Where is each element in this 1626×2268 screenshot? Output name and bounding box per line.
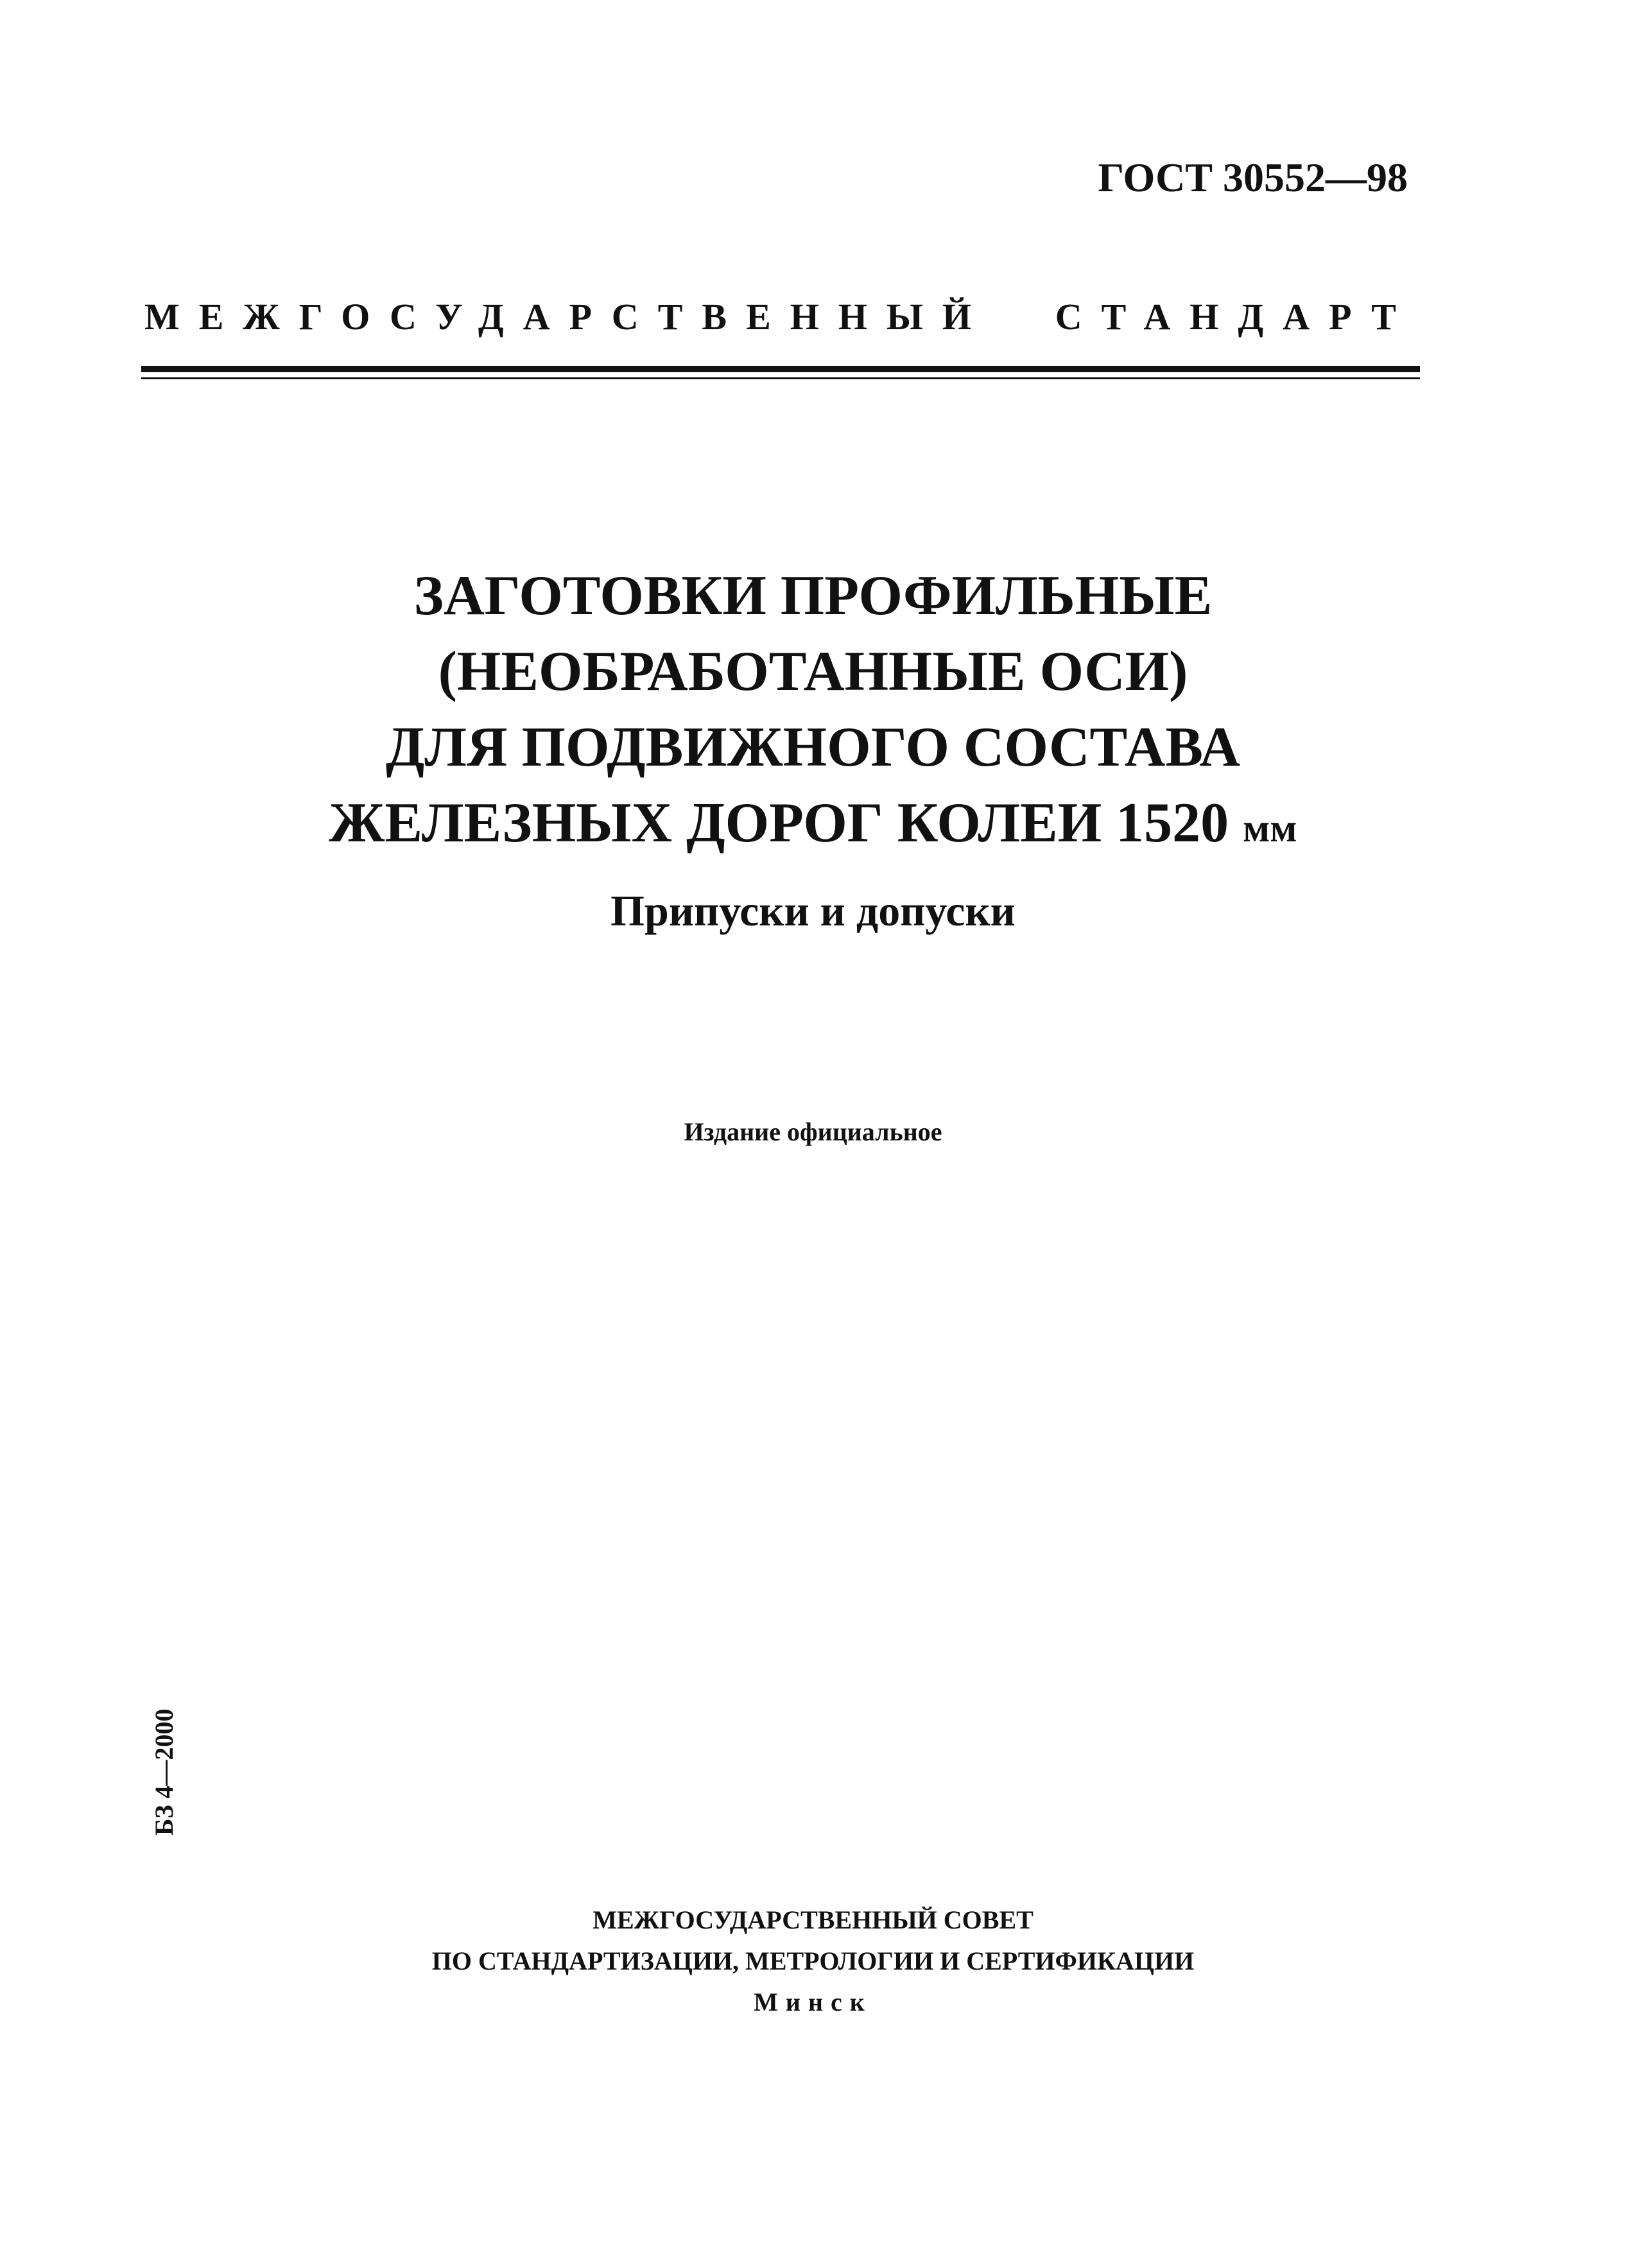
publisher-block (0, 1900, 1626, 2023)
title-line-4-unit: мм (1243, 807, 1297, 850)
standard-type-word-2: СТАНДАРТ (1055, 296, 1415, 338)
side-code: БЗ 4—2000 (150, 1708, 178, 1835)
header-rule-thick (141, 366, 1420, 372)
publisher-line-1: МЕЖГОСУДАРСТВЕННЫЙ СОВЕТ (592, 1905, 1034, 1934)
standard-type-word-1: МЕЖГОСУДАРСТВЕННЫЙ (144, 296, 991, 338)
publisher-line-2: ПО СТАНДАРТИЗАЦИИ, МЕТРОЛОГИИ И СЕРТИФИКАЦИИ (431, 1946, 1195, 1975)
title-line-3: ДЛЯ ПОДВИЖНОГО СОСТАВА (385, 716, 1241, 778)
title-line-4-main: ЖЕЛЕЗНЫХ ДОРОГ КОЛЕИ 1520 (329, 792, 1229, 854)
document-title (0, 558, 1626, 866)
document-subtitle: Припуски и допуски (610, 886, 1016, 935)
publisher-city: Минск (754, 1988, 872, 2016)
title-line-1: ЗАГОТОВКИ ПРОФИЛЬНЫЕ (413, 565, 1213, 627)
document-number: ГОСТ 30552—98 (1098, 155, 1408, 200)
edition-note: Издание официальное (684, 1117, 942, 1146)
title-line-4 (0, 786, 1626, 866)
standard-type-heading (144, 295, 1415, 338)
title-line-2: (НЕОБРАБОТАННЫЕ ОСИ) (438, 640, 1188, 703)
header-rule-thin (141, 377, 1420, 379)
